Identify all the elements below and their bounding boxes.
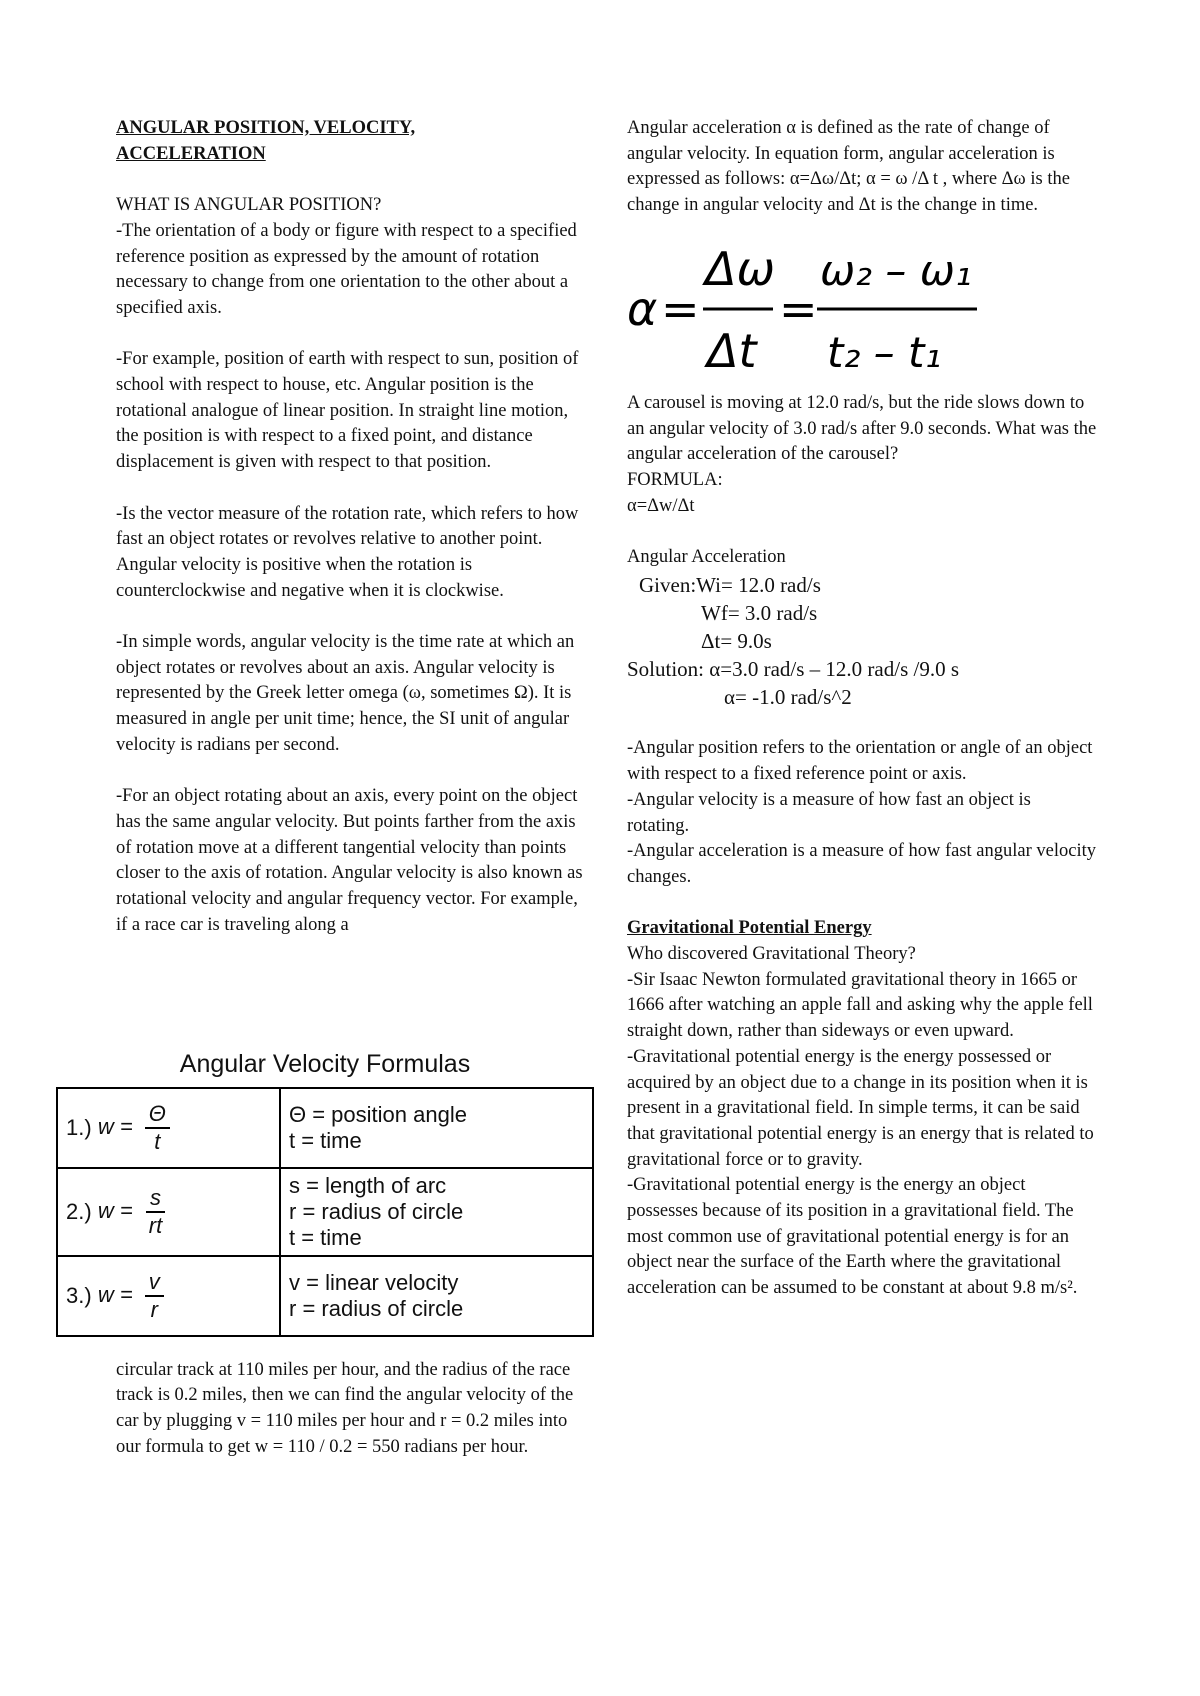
paragraph: -The orientation of a body or figure with respect to a specified reference position as expressed by the amount of rotation necessary to change from one orientation to the other about a specified axis. [116, 220, 577, 318]
table-row [57, 1168, 593, 1256]
section-heading: Gravitational Potential Energy [627, 918, 872, 939]
problem-statement: A carousel is moving at 12.0 rad/s, but the ride slows down to an angular velocity of 3.0 rad/s after 9.0 seconds. What was the angular acceleration of the carousel? [627, 392, 1097, 465]
table-row [57, 1088, 593, 1168]
definition-line: s = length of arc [289, 1173, 447, 1198]
fraction [145, 1269, 164, 1323]
document-title-line2: ACCELERATION [116, 143, 266, 164]
summary-point: -Angular position refers to the orientation or angle of an object with respect to a fixed reference point or axis. [627, 738, 1093, 785]
formula-table-title: Angular Velocity Formulas [179, 1050, 471, 1078]
fraction [145, 1185, 166, 1239]
paragraph: circular track at 110 miles per hour, and the radius of the race track is 0.2 miles, then we can find the angular velocity of the car by plugging v = 110 miles per hour and r = 0.2 miles into our formula to get w = 110 / 0.2 = 550 radians per hour. [116, 1359, 574, 1457]
paragraph: -For an object rotating about an axis, every point on the object has the same angular velocity. But points farther from the axis of rotation move at a different tangential velocity than points closer to the axis of rotation. Angular velocity is also known as rotational velocity and angular frequency vector. For example, if a race car is traveling along a [116, 786, 583, 935]
angular-velocity-formulas-figure [56, 1050, 594, 1337]
paragraph: -Sir Isaac Newton formulated gravitational theory in 1665 or 1666 after watching an apple fall and asking why the apple fell straight down, rather than sideways or even upward. [627, 969, 1093, 1042]
formula-label: FORMULA: [627, 469, 723, 490]
fraction [145, 1101, 170, 1155]
definition-line: r = radius of circle [289, 1199, 464, 1224]
equation-numerator-2: ω₂ – ω₁ [820, 245, 972, 295]
definition-line: v = linear velocity [289, 1270, 459, 1295]
given-line: Δt= 9.0s [701, 628, 772, 653]
solution-line: α= -1.0 rad/s^2 [724, 684, 852, 709]
section-question: WHAT IS ANGULAR POSITION? [116, 195, 382, 216]
definition-cell [280, 1256, 593, 1336]
formula-index: 3.) [66, 1283, 92, 1308]
left-column [116, 116, 588, 938]
formula-index: 2.) [66, 1199, 92, 1224]
formula-lhs: w = [97, 1281, 133, 1307]
section-label: Angular Acceleration [627, 547, 786, 568]
fraction-denominator: rt [148, 1213, 163, 1238]
definition-line: r = radius of circle [289, 1296, 464, 1321]
given-line: Given:Wi= 12.0 rad/s [639, 572, 821, 597]
paragraph: -Gravitational potential energy is the energy an object possesses because of its position in a gravitational field. The most common use of gravitational potential energy is for an object near the surface of the Earth where the gravitational acceleration can be assumed to be constant at about 9.8 m/s². [627, 1175, 1078, 1299]
formula-cell [57, 1168, 280, 1256]
paragraph: -Is the vector measure of the rotation rate, which refers to how fast an object rotates or revolves relative to another point. Angular velocity is positive when the rotation is counterclockwise and negative when it is clockwise. [116, 503, 579, 601]
equation-numerator-1: Δω [705, 241, 775, 296]
equation-equals: = [661, 281, 700, 336]
definition-line: Θ = position angle [289, 1102, 467, 1127]
formula-cell [57, 1088, 280, 1168]
solution-block [627, 571, 1097, 711]
given-line: Wf= 3.0 rad/s [701, 600, 818, 625]
equation-denominator-1: Δt [707, 323, 757, 378]
paragraph: Angular acceleration α is defined as the rate of change of angular velocity. In equation form, angular acceleration is expressed as follows: α=Δω/Δt; α = ω /Δ t , where Δω is the change in angular velocity and Δt is the change in time. [627, 118, 1070, 216]
equation-equals: = [779, 281, 818, 336]
section-question: Who discovered Gravitational Theory? [627, 944, 916, 965]
summary-point: -Angular acceleration is a measure of how fast angular velocity changes. [627, 841, 1096, 887]
fraction-numerator: s [146, 1185, 165, 1213]
formula-lhs: w = [97, 1113, 133, 1139]
equation-alpha: α [627, 281, 658, 336]
formula-index: 1.) [66, 1115, 92, 1140]
summary-point: -Angular velocity is a measure of how fast an object is rotating. [627, 789, 1031, 836]
paragraph: -For example, position of earth with respect to sun, position of school with respect to house, etc. Angular position is the rotational analogue of linear position. In straight line motion, the position is with respect to a fixed point, and distance displacement is given with respect to that position. [116, 349, 579, 473]
solution-line: Solution: α=3.0 rad/s – 12.0 rad/s /9.0 s [627, 656, 960, 681]
paragraph: -In simple words, angular velocity is the time rate at which an object rotates or revolves about an axis. Angular velocity is represented by the Greek letter omega (ω, sometimes Ω). It is measured in angle per unit time; hence, the SI unit of angular velocity is radians per second. [116, 632, 575, 755]
paragraph: -Gravitational potential energy is the energy possessed or acquired by an object due to a change in its position when it is present in a gravitational field. In simple terms, it can be said that gravitational potential energy is an energy that is related to gravitational force or to gravity. [627, 1046, 1094, 1170]
document-title-line1: ANGULAR POSITION, VELOCITY, [116, 118, 416, 138]
fraction-denominator: r [150, 1297, 158, 1322]
formula-table [56, 1087, 594, 1337]
angular-acceleration-equation [627, 227, 987, 387]
formula-lhs: w = [97, 1197, 133, 1223]
definition-line: t = time [289, 1225, 362, 1250]
definition-cell [280, 1088, 593, 1168]
fraction-denominator: t [154, 1129, 161, 1154]
fraction-numerator: Θ [145, 1101, 170, 1129]
definition-line: t = time [289, 1128, 362, 1153]
formula-cell [57, 1256, 280, 1336]
definition-cell [280, 1168, 593, 1256]
equation-denominator-2: t₂ – t₁ [827, 327, 942, 377]
fraction-numerator: v [145, 1269, 164, 1297]
right-column [627, 116, 1097, 1302]
formula-text: α=Δw/Δt [627, 495, 695, 516]
table-row [57, 1256, 593, 1336]
